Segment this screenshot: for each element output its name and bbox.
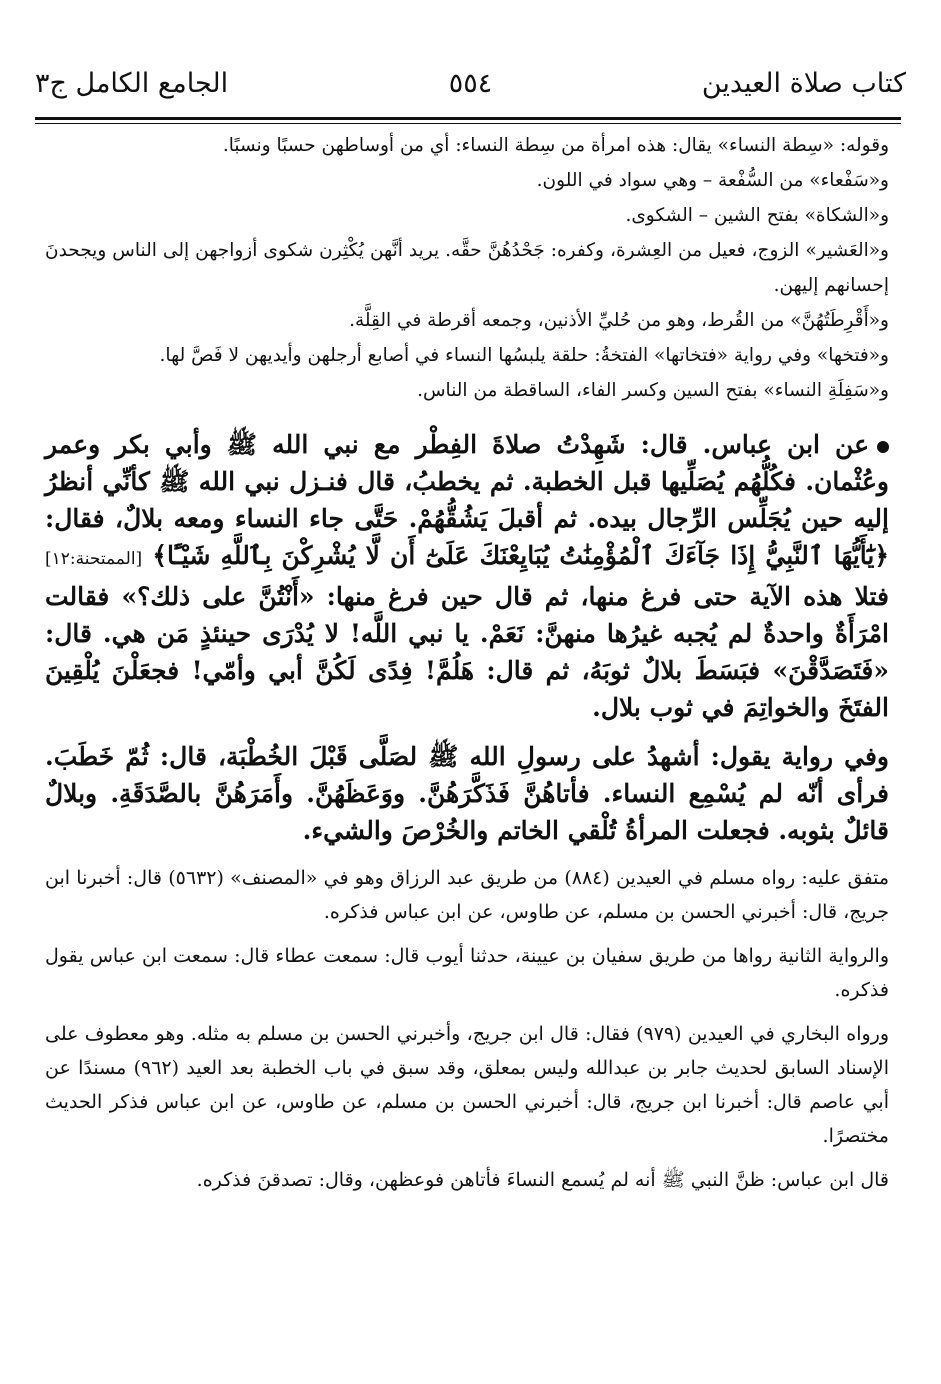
- book-title: الجامع الكامل ج٣: [35, 68, 229, 99]
- takhrij-paragraph-1: متفق عليه: رواه مسلم في العيدين (٨٨٤) من طريق عبد الرزاق وهو في «المصنف» (٥٦٣٢) قال: أخبرنا ابن جريج، قال: أخبرني الحسن بن مسلم، عن طاوس، عن ابن عباس فذكره.: [45, 867, 889, 923]
- page-body: [45, 128, 889, 1197]
- note-safaa: و«سَفْعاء» من السُّفْعة – وهي سواد في اللون.: [536, 170, 889, 191]
- page-header: [35, 66, 906, 106]
- note-aqrita: و«أَقْرِطَتُهُنَّ» من القُرط، وهو من حُليِّ الأذنين، وجمعه أقرطة في القِلَّة.: [349, 310, 889, 331]
- note-safila: و«سَفِلَةِ النساء» بفتح السين وكسر الفاء، الساقطة من الناس.: [417, 380, 889, 401]
- note-shakat: و«الشكاة» بفتح الشين – الشكوى.: [625, 205, 889, 226]
- note-fatakh: و«فتخها» وفي رواية «فتخاتها» الفتخةُ: حلقة يلبسُها النساء في أصابع أرجلهن وأيديهن لا فَصَّ لها.: [159, 345, 889, 366]
- hadith-paragraph-2: وفي رواية يقول: أشهدُ على رسولِ الله ﷺ لصَلَّى قَبْلَ الخُطْبَة، قال: ثُمّ خَطَبَ. فرأى أنّه لم يُسْمِع النساء. فأتاهُنَّ فَذَكَّرَهُنَّ. ووَعَظَهُنَّ. وأَمَرَهُنَّ بالصَّدَقَةِ. وبلالٌ قائلٌ بثوبه. فجعلت المرأةُ تُلْقي الخاتم والخُرْصَ والشيء.: [45, 742, 889, 845]
- bullet-icon: [877, 441, 889, 453]
- quran-verse: ﴿يَٰٓأَيُّهَا ٱلنَّبِيُّ إِذَا جَآءَكَ ٱلْمُؤْمِنَٰتُ يُبَايِعْنَكَ عَلَىٰٓ أَن لَّا يُشْرِكْنَ بِٱللَّهِ شَيْـًٔا﴾: [152, 541, 889, 570]
- header-rule-thin: [35, 123, 901, 124]
- note-ashir: و«العَشير» الزوج، فعيل من العِشرة، وكفره: جَحْدُهُنَّ حقَّه. يريد أنَّهن يُكْثِرن شكوى أزواجهن إلى الناس ويجحدنَ إحسانهم إليهن.: [45, 240, 889, 296]
- takhrij-section: [45, 861, 889, 1197]
- hadith-p1-a: عن ابن عباس. قال: شَهِدْتُ صلاةَ الفِطْر مع نبي الله ﷺ وأبي بكر وعمر وعُثْمان. فكُلُّهُم يُصَلِّيها قبل الخطبة. ثم يخطبُ، قال فنـزل نبي الله ﷺ كأنِّي أنظرُ إليه حين يُجَلِّس الرِّجال بيده. ثم أقبلَ يَشُقُّهُمْ. حَتَّى جاء النساء ومعه بلالٌ، فقال:: [45, 430, 889, 533]
- page-number: ٥٥٤: [448, 68, 493, 99]
- takhrij-paragraph-3: ورواه البخاري في العيدين (٩٧٩) فقال: قال ابن جريج، وأخبرني الحسن بن مسلم به مثله. وهو معطوف على الإسناد السابق لحديث جابر بن عبدالله وليس بمعلق، وقد سبق في باب الخطبة بعد العيد (٩٦٢) مسندًا عن أبي عاصم قال: أخبرنا ابن جريج، قال: أخبرني الحسن بن مسلم، عن طاوس، عن ابن عباس فذكر الحديث مختصرًا.: [45, 1023, 890, 1147]
- note-sita: وقوله: «سِطة النساء» يقال: هذه امرأة من سِطة النساء: أي من أوساطهن حسبًا ونسبًا.: [222, 135, 889, 156]
- hadith-p1-b: فتلا هذه الآية حتى فرغ منها، ثم قال حين فرغ منها: «أَنْتُنَّ على ذلك؟» فقالت امْرَأَةٌ واحدةٌ لم يُجبه غيرُها منهنَّ: نَعَمْ. يا نبي اللَّه! لا يُدْرَى حينئذٍ مَن هي. قال: «فَتَصَدَّقْنَ» فبَسَطَ بلالٌ ثوبَهُ، ثم قال: هَلُمَّ! فِدًى لَكُنَّ أبي وأمّي! فجعَلْنَ يُلْقِينَ الفتَخَ والخواتِمَ في ثوب بلال.: [45, 582, 889, 722]
- hadith-paragraph-1: [45, 426, 889, 726]
- hadith-text: [45, 426, 889, 849]
- chapter-title: كتاب صلاة العيدين: [701, 68, 906, 99]
- takhrij-paragraph-4: قال ابن عباس: ظنَّ النبي ﷺ أنه لم يُسمع النساءَ فأتاهن فوعظهن، وقال: تصدقنَ فذكره.: [196, 1169, 889, 1191]
- header-rule-thick: [35, 117, 901, 120]
- quran-reference: [الممتحنة:١٢]: [45, 549, 143, 569]
- glossary-notes: [45, 128, 889, 408]
- takhrij-paragraph-2: والرواية الثانية رواها من طريق سفيان بن عيينة، حدثنا أيوب قال: سمعت عطاء قال: سمعت ابن عباس يقول فذكره.: [45, 945, 889, 1001]
